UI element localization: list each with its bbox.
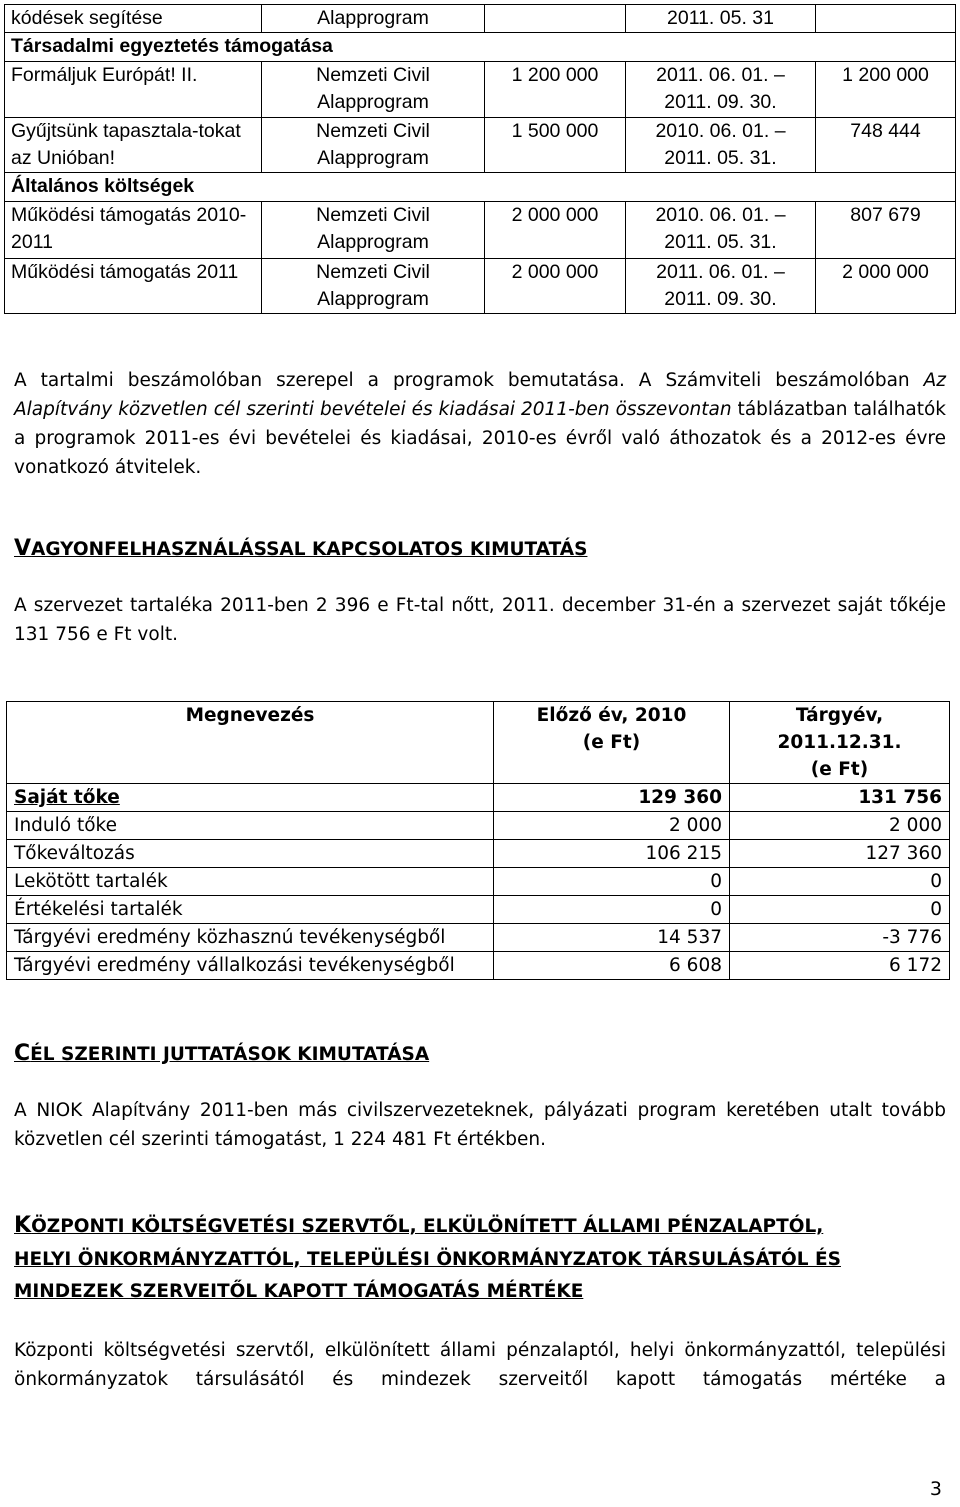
equity-cell-name: Lekötött tartalék xyxy=(7,868,494,896)
grants-table-row xyxy=(5,5,956,33)
grants-cell-name: kódések segítése xyxy=(5,5,262,33)
grants-cell-used: 2 000 000 xyxy=(816,259,956,314)
grants-cell-amount: 2 000 000 xyxy=(485,259,626,314)
grants-cell-amount: 1 500 000 xyxy=(485,118,626,173)
equity-cell-curr: 131 756 xyxy=(730,784,950,812)
equity-cell-prev: 129 360 xyxy=(494,784,730,812)
public-support-heading-line3: MINDEZEK SZERVEITŐL KAPOTT TÁMOGATÁS MÉRTÉKE xyxy=(14,1281,584,1302)
grants-table-row xyxy=(5,118,956,173)
grants-table-row xyxy=(5,202,956,259)
equity-cell-name: Tárgyévi eredmény közhasznú tevékenységből xyxy=(7,924,494,952)
equity-cell-prev: 2 000 xyxy=(494,812,730,840)
grants-cell-amount xyxy=(485,5,626,33)
public-support-heading xyxy=(14,1210,946,1309)
grants-section-title: Általános költségek xyxy=(5,173,956,202)
equity-cell-prev: 6 608 xyxy=(494,952,730,980)
equity-cell-prev: 0 xyxy=(494,896,730,924)
public-support-paragraph: Központi költségvetési szervtől, elkülönített állami pénzalaptól, helyi önkormányzattól, települési önkormányzatok társulásától és mindezek szerveitől kapott támogatás mértéke a xyxy=(14,1340,946,1390)
grants-cell-name: Működési támogatás 2011 xyxy=(5,259,262,314)
page-number: 3 xyxy=(929,1478,942,1500)
equity-table-row xyxy=(7,840,950,868)
equity-cell-curr: 6 172 xyxy=(730,952,950,980)
grants-cell-period: 2010. 06. 01. – 2011. 05. 31. xyxy=(626,118,816,173)
grants-cell-program: Nemzeti Civil Alapprogram xyxy=(262,202,485,259)
grants-cell-used: 748 444 xyxy=(816,118,956,173)
grants-cell-used xyxy=(816,5,956,33)
grants-section-title: Társadalmi egyeztetés támogatása xyxy=(5,33,956,62)
grants-cell-name: Működési támogatás 2010-2011 xyxy=(5,202,262,259)
equity-table-row xyxy=(7,924,950,952)
grants-table-row xyxy=(5,62,956,118)
intro-italic-table-name: Az Alapítvány közvetlen cél szerinti bevételei és kiadásai 2011-ben összevontan xyxy=(14,370,946,420)
equity-table-row xyxy=(7,812,950,840)
equity-table-row xyxy=(7,784,950,812)
grants-given-heading-first-letter: C xyxy=(14,1041,31,1066)
equity-cell-name: Tárgyévi eredmény vállalkozási tevékenységből xyxy=(7,952,494,980)
grants-given-paragraph: A NIOK Alapítvány 2011-ben más civilszervezeteknek, pályázati program keretében utalt tovább közvetlen cél szerinti támogatást, 1 224 481 Ft értékben. xyxy=(14,1100,946,1150)
equity-table-row xyxy=(7,868,950,896)
assets-heading-first-letter: V xyxy=(14,536,32,561)
intro-text-2: táblázatban találhatók a programok 2011-es évi bevételei és kiadásai, 2010-es évről való áthozatok és a 2012-es évre vonatkozó átvitelek. xyxy=(14,399,946,478)
grants-cell-amount: 2 000 000 xyxy=(485,202,626,259)
equity-cell-curr: 0 xyxy=(730,868,950,896)
public-support-heading-first-letter: K xyxy=(14,1213,32,1238)
grants-cell-amount: 1 200 000 xyxy=(485,62,626,118)
equity-header-name: Megnevezés xyxy=(7,702,494,784)
assets-heading xyxy=(14,533,946,567)
equity-cell-name: Tőkeváltozás xyxy=(7,840,494,868)
equity-cell-curr: 2 000 xyxy=(730,812,950,840)
grants-cell-period: 2011. 06. 01. – 2011. 09. 30. xyxy=(626,62,816,118)
assets-heading-rest: AGYONFELHASZNÁLÁSSAL KAPCSOLATOS KIMUTATÁS xyxy=(31,539,588,560)
grants-section-row xyxy=(5,33,956,62)
equity-table-row xyxy=(7,952,950,980)
public-support-heading-line2: HELYI ÖNKORMÁNYZATTÓL, TELEPÜLÉSI ÖNKORMÁNYZATOK TÁRSULÁSÁTÓL ÉS xyxy=(14,1248,841,1270)
grants-table-row xyxy=(5,259,956,314)
intro-paragraph xyxy=(14,366,946,482)
grants-section-row xyxy=(5,173,956,202)
equity-cell-curr: 127 360 xyxy=(730,840,950,868)
grants-cell-period: 2011. 06. 01. – 2011. 09. 30. xyxy=(626,259,816,314)
grants-cell-program: Alapprogram xyxy=(262,5,485,33)
grants-table-body xyxy=(5,5,956,314)
grants-cell-program: Nemzeti Civil Alapprogram xyxy=(262,118,485,173)
equity-header-curr: Tárgyév, 2011.12.31. (e Ft) xyxy=(730,702,950,784)
equity-table-body xyxy=(7,784,950,980)
grants-cell-used: 1 200 000 xyxy=(816,62,956,118)
grants-cell-period: 2011. 05. 31 xyxy=(626,5,816,33)
equity-cell-name: Induló tőke xyxy=(7,812,494,840)
equity-cell-curr: -3 776 xyxy=(730,924,950,952)
grants-given-heading xyxy=(14,1038,946,1072)
equity-cell-prev: 106 215 xyxy=(494,840,730,868)
equity-table-row xyxy=(7,896,950,924)
equity-cell-prev: 0 xyxy=(494,868,730,896)
assets-paragraph: A szervezet tartaléka 2011-ben 2 396 e Ft-tal nőtt, 2011. december 31-én a szervezet saját tőkéje 131 756 e Ft volt. xyxy=(14,595,946,645)
grants-cell-period: 2010. 06. 01. – 2011. 05. 31. xyxy=(626,202,816,259)
equity-cell-name: Értékelési tartalék xyxy=(7,896,494,924)
public-support-heading-line1: ÖZPONTI KÖLTSÉGVETÉSI SZERVTŐL, ELKÜLÖNÍTETT ÁLLAMI PÉNZALAPTÓL, xyxy=(31,1216,824,1237)
grants-cell-name: Formáljuk Európát! II. xyxy=(5,62,262,118)
grants-table xyxy=(4,4,956,314)
grants-cell-used: 807 679 xyxy=(816,202,956,259)
equity-cell-prev: 14 537 xyxy=(494,924,730,952)
equity-table xyxy=(6,701,950,980)
grants-given-heading-rest: ÉL SZERINTI JUTTATÁSOK KIMUTATÁSA xyxy=(30,1044,430,1065)
equity-cell-curr: 0 xyxy=(730,896,950,924)
equity-cell-name: Saját tőke xyxy=(7,784,494,812)
grants-cell-name: Gyűjtsünk tapasztala-tokat az Unióban! xyxy=(5,118,262,173)
grants-cell-program: Nemzeti Civil Alapprogram xyxy=(262,62,485,118)
intro-text-1: A tartalmi beszámolóban szerepel a programok bemutatása. A Számviteli beszámolóban xyxy=(14,370,924,391)
equity-header-row xyxy=(7,702,950,784)
grants-cell-program: Nemzeti Civil Alapprogram xyxy=(262,259,485,314)
equity-header-prev: Előző év, 2010 (e Ft) xyxy=(494,702,730,784)
